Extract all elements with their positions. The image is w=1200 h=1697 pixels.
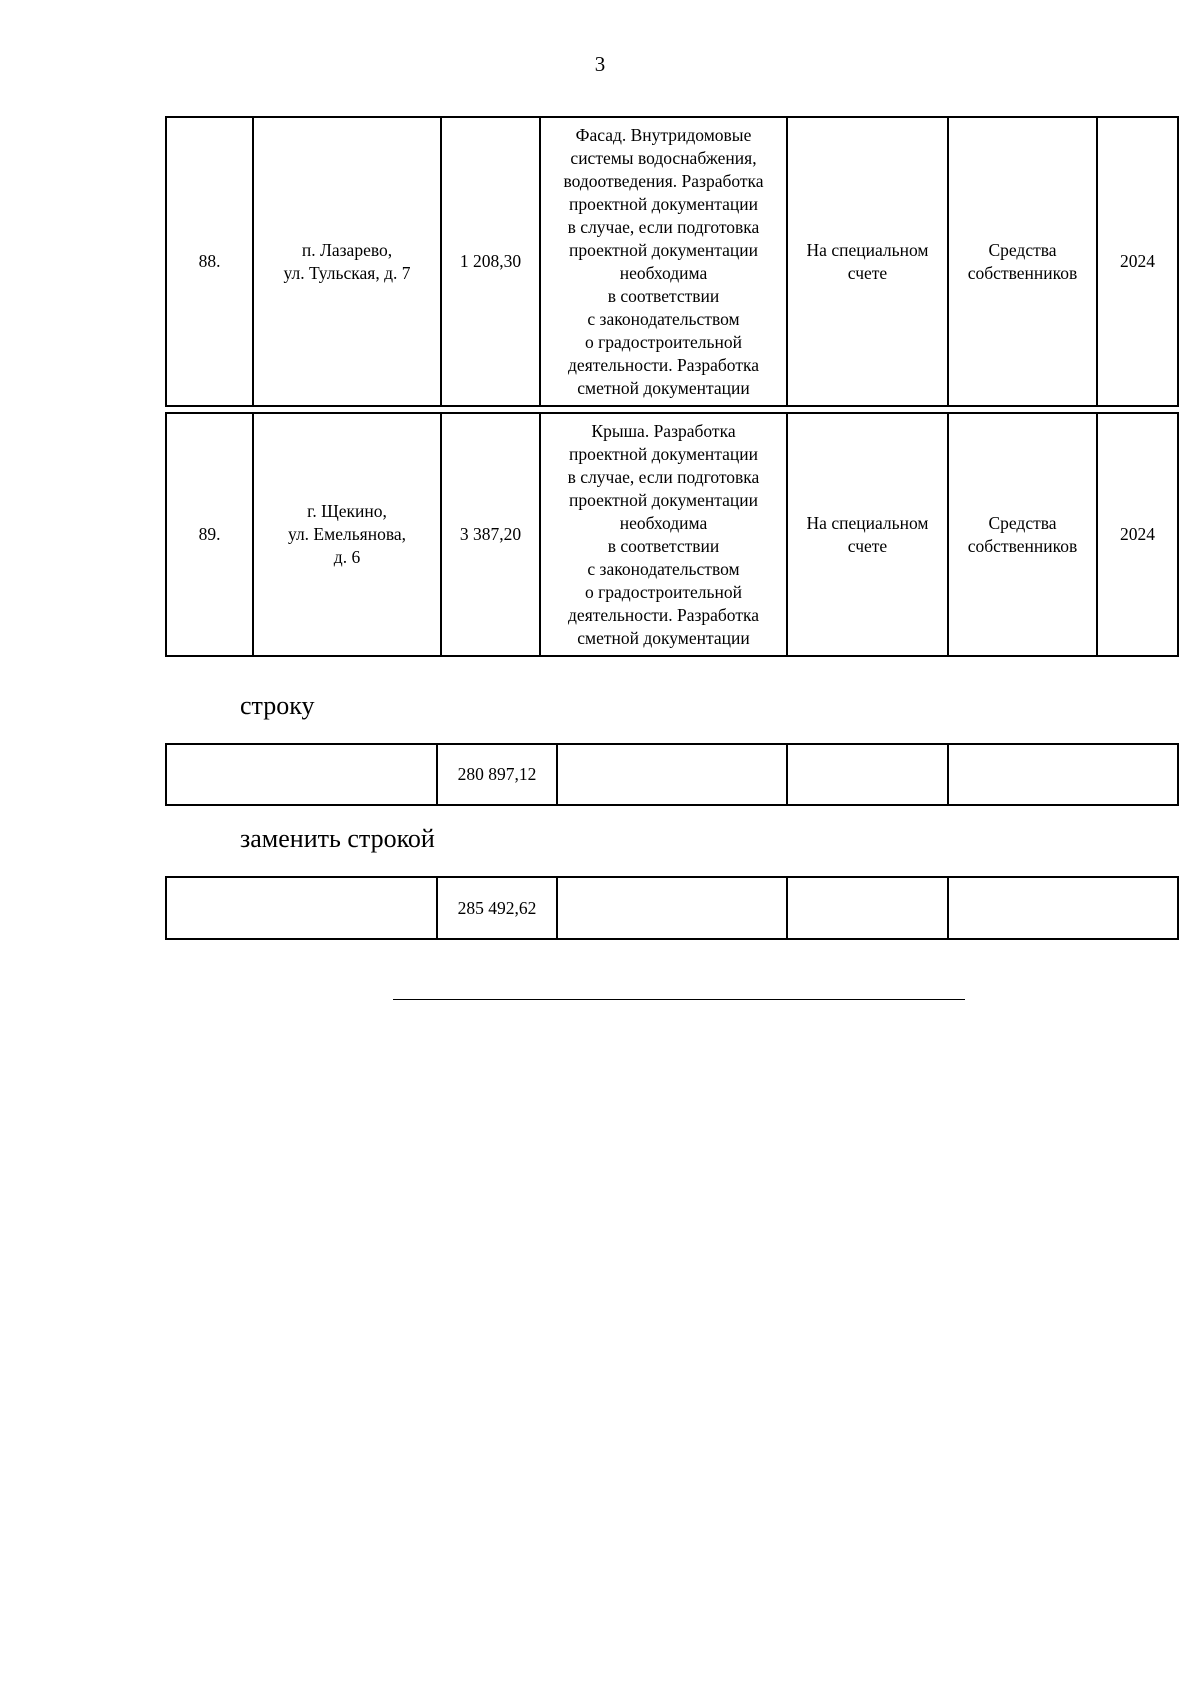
work-type-cell: Фасад. Внутридомовые системы водоснабжения, водоотведения. Разработка проектной документации в случае, если подготовка проектной документации необходима в соответствии с законодательством о градостроительной деятельности. Разработка сметной документации <box>540 117 787 406</box>
row-number: 88. <box>166 117 253 406</box>
new-row-label: заменить строкой <box>240 824 435 853</box>
empty-cell <box>787 744 948 805</box>
page-number: 3 <box>594 52 606 76</box>
total-value: 285 492,62 <box>437 877 557 939</box>
old-total-row <box>165 743 1179 806</box>
address-cell: п. Лазарево, ул. Тульская, д. 7 <box>253 117 441 406</box>
empty-cell <box>948 744 1178 805</box>
empty-cell <box>166 877 437 939</box>
area-cell: 3 387,20 <box>441 413 540 656</box>
total-value: 280 897,12 <box>437 744 557 805</box>
account-cell: На специальном счете <box>787 117 948 406</box>
empty-cell <box>948 877 1178 939</box>
funding-source-cell: Средства собственников <box>948 413 1097 656</box>
table-row-89 <box>165 412 1179 657</box>
table-row-88 <box>165 116 1179 407</box>
funding-source-cell: Средства собственников <box>948 117 1097 406</box>
address-cell: г. Щекино, ул. Емельянова, д. 6 <box>253 413 441 656</box>
account-cell: На специальном счете <box>787 413 948 656</box>
year-cell: 2024 <box>1097 413 1178 656</box>
end-rule <box>393 999 965 1000</box>
row-number: 89. <box>166 413 253 656</box>
empty-cell <box>166 744 437 805</box>
new-total-row <box>165 876 1179 940</box>
empty-cell <box>557 877 787 939</box>
old-row-label: строку <box>240 691 315 720</box>
work-type-cell: Крыша. Разработка проектной документации в случае, если подготовка проектной документации необходима в соответствии с законодательством о градостроительной деятельности. Разработка сметной документации <box>540 413 787 656</box>
area-cell: 1 208,30 <box>441 117 540 406</box>
year-cell: 2024 <box>1097 117 1178 406</box>
empty-cell <box>787 877 948 939</box>
empty-cell <box>557 744 787 805</box>
